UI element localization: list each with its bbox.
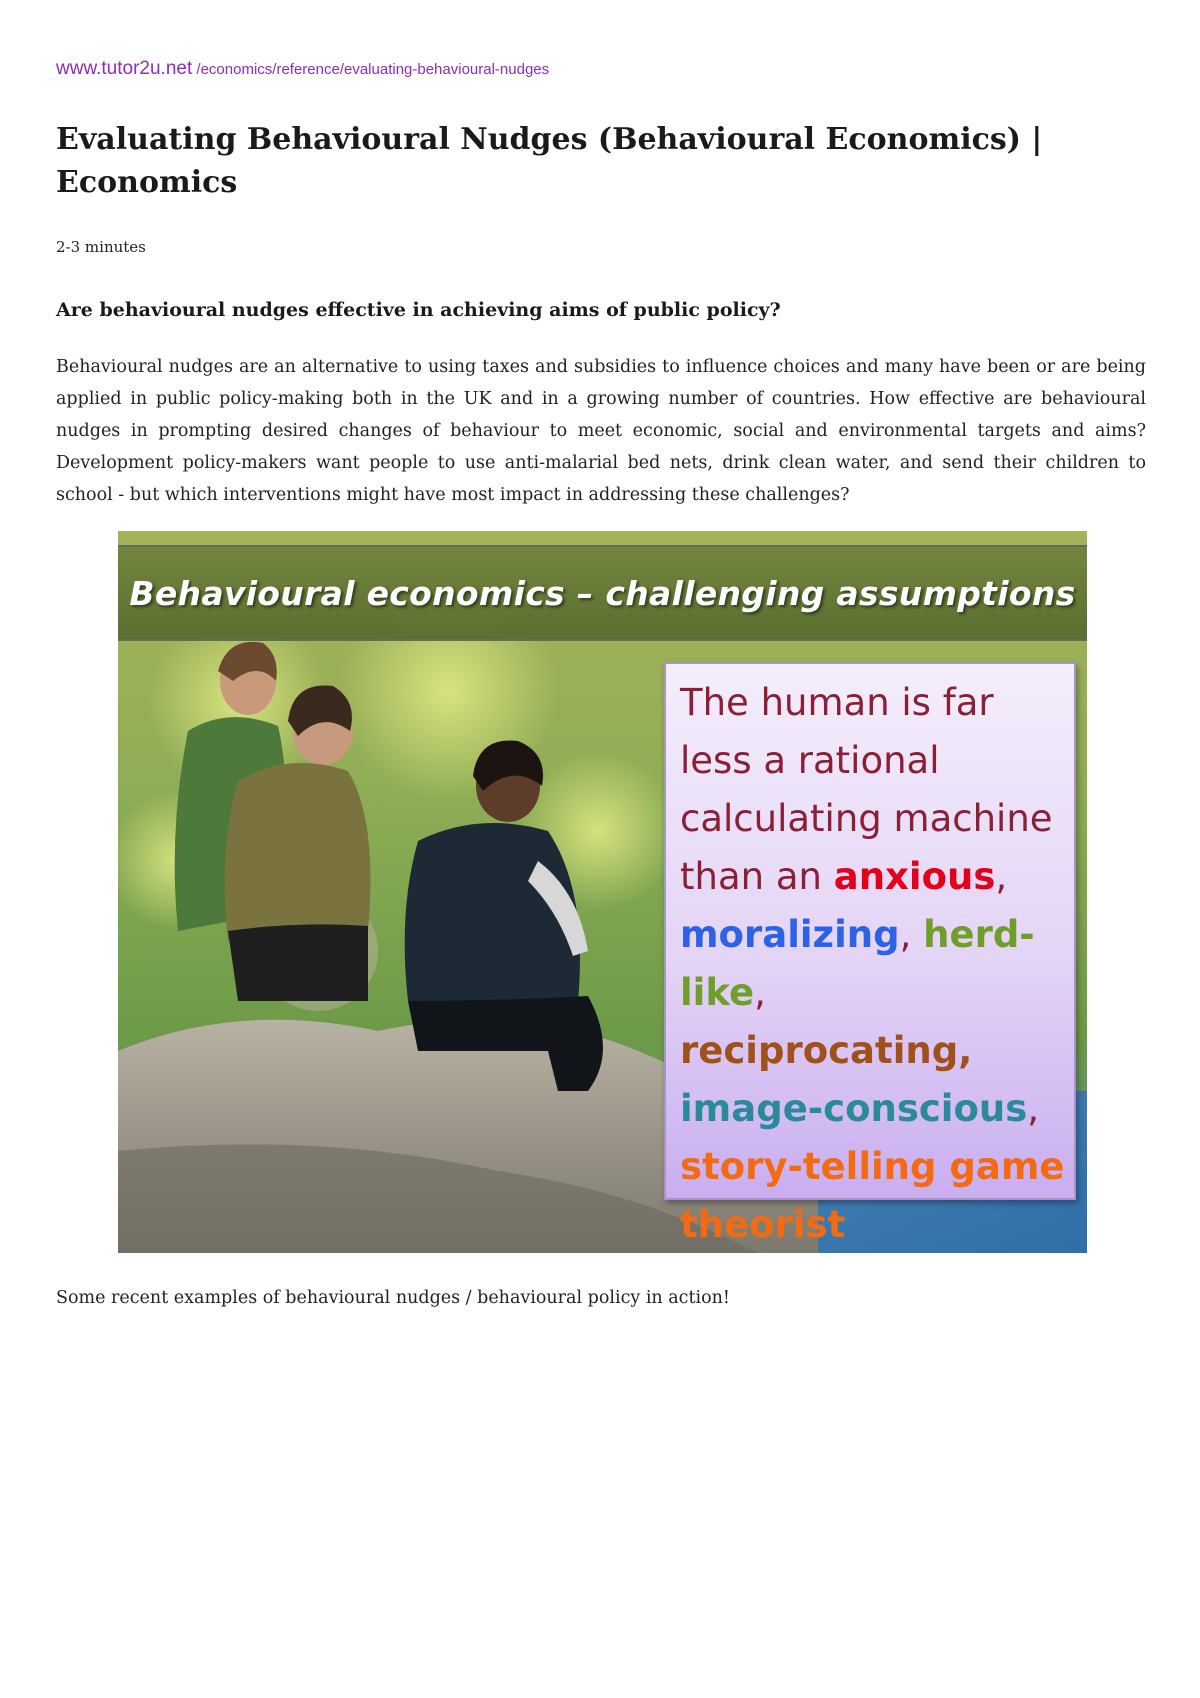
quote-box	[664, 662, 1076, 1246]
word-herd-like: herd-like	[680, 913, 1035, 1014]
section-heading: Are behavioural nudges effective in achieving aims of public policy?	[56, 299, 781, 321]
read-time: 2-3 minutes	[56, 238, 146, 256]
quote-lead: The human is far less a rational calculating machine than an	[680, 681, 1053, 898]
person-legs	[228, 924, 368, 1001]
quote-comma: ,	[899, 913, 924, 956]
quote-comma: ,	[754, 971, 766, 1014]
page-title: Evaluating Behavioural Nudges (Behavioural Economics) | Economics	[56, 122, 1043, 200]
figure-banner	[118, 545, 1087, 641]
person-torso	[405, 823, 580, 1006]
word-image-conscious: image-conscious	[680, 1087, 1028, 1130]
source-url[interactable]	[56, 58, 549, 80]
quote-comma: ,	[995, 855, 1008, 898]
word-reciprocating: reciprocating,	[680, 1029, 973, 1072]
person-torso	[225, 763, 371, 944]
url-host[interactable]: www.tutor2u.net	[56, 58, 193, 79]
word-moralizing: moralizing	[680, 913, 900, 956]
figure-caption: Some recent examples of behavioural nudges / behavioural policy in action!	[56, 1288, 730, 1308]
url-path[interactable]: /economics/reference/evaluating-behavioural-nudges	[192, 61, 550, 78]
body-paragraph: Behavioural nudges are an alternative to using taxes and subsidies to influence choices and many have been or are being applied in public policy-making both in the UK and in a growing number of countries. How effective are behavioural nudges in prompting desired changes of behaviour to meet economic, social and environmental targets and aims? Development policy-makers want people to use anti-malarial bed nets, drink clean water, and send their children to school - but which interventions might have most impact in addressing these challenges?	[56, 357, 1146, 505]
word-story-telling: story-telling game theorist	[680, 1145, 1065, 1246]
article-figure	[118, 531, 1087, 1253]
quote-comma: ,	[1027, 1087, 1040, 1130]
banner-text: Behavioural economics – challenging assumptions	[129, 573, 1076, 613]
word-anxious: anxious	[833, 855, 996, 898]
